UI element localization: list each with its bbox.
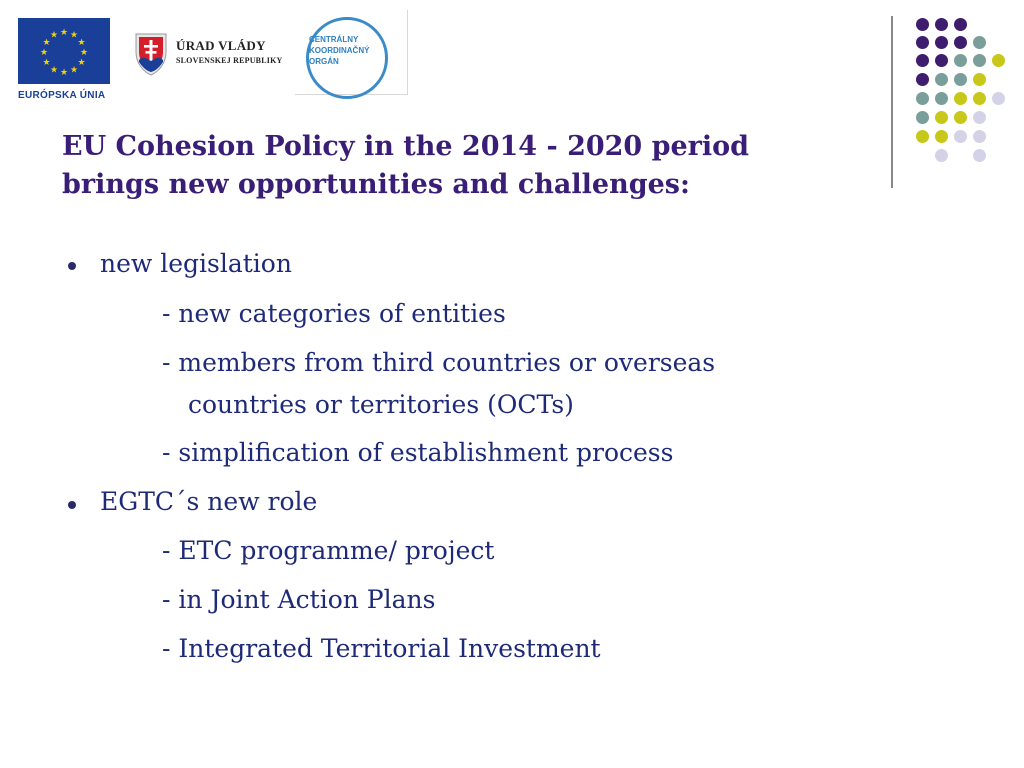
decorative-dot — [954, 54, 967, 67]
decorative-dot — [916, 111, 929, 124]
decorative-dot — [992, 54, 1005, 67]
svg-text:★: ★ — [69, 65, 79, 76]
decorative-dot — [954, 18, 967, 31]
slide-title-line1: EU Cohesion Policy in the 2014 - 2020 period — [62, 131, 750, 162]
decorative-dot — [916, 54, 929, 67]
eu-flag-icon — [18, 18, 110, 84]
cko-line1: CENTRÁLNY — [309, 35, 359, 44]
eu-logo — [18, 18, 114, 101]
decorative-dot — [954, 73, 967, 86]
decorative-dot — [954, 130, 967, 143]
svg-text:★: ★ — [69, 30, 79, 41]
svg-text:★: ★ — [42, 38, 51, 48]
urad-title: ÚRAD VLÁDY — [176, 38, 266, 53]
bullet-icon — [68, 501, 76, 509]
decorative-dot — [954, 36, 967, 49]
decorative-dot — [916, 73, 929, 86]
bullet-icon — [68, 262, 76, 270]
decorative-dot — [935, 18, 948, 31]
svg-text:★: ★ — [49, 65, 59, 76]
slovak-coat-of-arms-icon — [134, 32, 168, 80]
decorative-dot — [935, 130, 948, 143]
decorative-dot — [916, 18, 929, 31]
decorative-dot — [973, 54, 986, 67]
sub-item-continuation: countries or territories (OCTs) — [188, 390, 574, 419]
slide-title-line2: brings new opportunities and challenges: — [62, 169, 690, 200]
svg-text:★: ★ — [77, 58, 86, 68]
urad-subtitle: SLOVENSKEJ REPUBLIKY — [176, 56, 283, 65]
sub-item: - in Joint Action Plans — [162, 585, 436, 614]
sub-item: - members from third countries or overseas — [162, 348, 716, 377]
decorative-dot — [916, 92, 929, 105]
decorative-dot — [954, 111, 967, 124]
decorative-dot-grid — [904, 12, 1014, 172]
bullet-item: new legislation — [100, 249, 292, 278]
decorative-dot — [916, 130, 929, 143]
decorative-dot — [935, 36, 948, 49]
cko-logo — [295, 10, 408, 95]
urad-vlady-logo — [134, 32, 294, 80]
decorative-dot — [973, 73, 986, 86]
sub-item: - ETC programme/ project — [162, 536, 495, 565]
decorative-dot — [973, 92, 986, 105]
svg-text:★: ★ — [59, 28, 69, 38]
decorative-dot — [973, 111, 986, 124]
decorative-dot — [992, 92, 1005, 105]
svg-text:★: ★ — [49, 30, 59, 41]
svg-text:★: ★ — [42, 58, 51, 68]
sub-item: - simplification of establishment process — [162, 438, 674, 467]
decorative-dot — [916, 36, 929, 49]
decorative-dot — [973, 149, 986, 162]
decorative-dot — [935, 149, 948, 162]
decorative-dot — [935, 73, 948, 86]
sub-item: - Integrated Territorial Investment — [162, 634, 601, 663]
decorative-dot — [935, 92, 948, 105]
cko-line3: ORGÁN — [309, 57, 339, 66]
decorative-dot — [973, 36, 986, 49]
svg-text:★: ★ — [77, 38, 86, 48]
decorative-divider — [891, 16, 893, 188]
decorative-dot — [954, 92, 967, 105]
decorative-dot — [935, 111, 948, 124]
cko-text — [309, 34, 369, 67]
eu-caption: EURÓPSKA ÚNIA — [18, 90, 106, 101]
sub-item: - new categories of entities — [162, 299, 506, 328]
svg-text:★: ★ — [79, 48, 89, 58]
svg-text:★: ★ — [59, 68, 69, 78]
cko-line2: KOORDINAČNÝ — [309, 46, 370, 55]
decorative-dot — [973, 130, 986, 143]
svg-text:★: ★ — [39, 48, 49, 58]
slide-title — [62, 128, 882, 204]
bullet-item: EGTC´s new role — [100, 487, 318, 516]
decorative-dot — [935, 54, 948, 67]
